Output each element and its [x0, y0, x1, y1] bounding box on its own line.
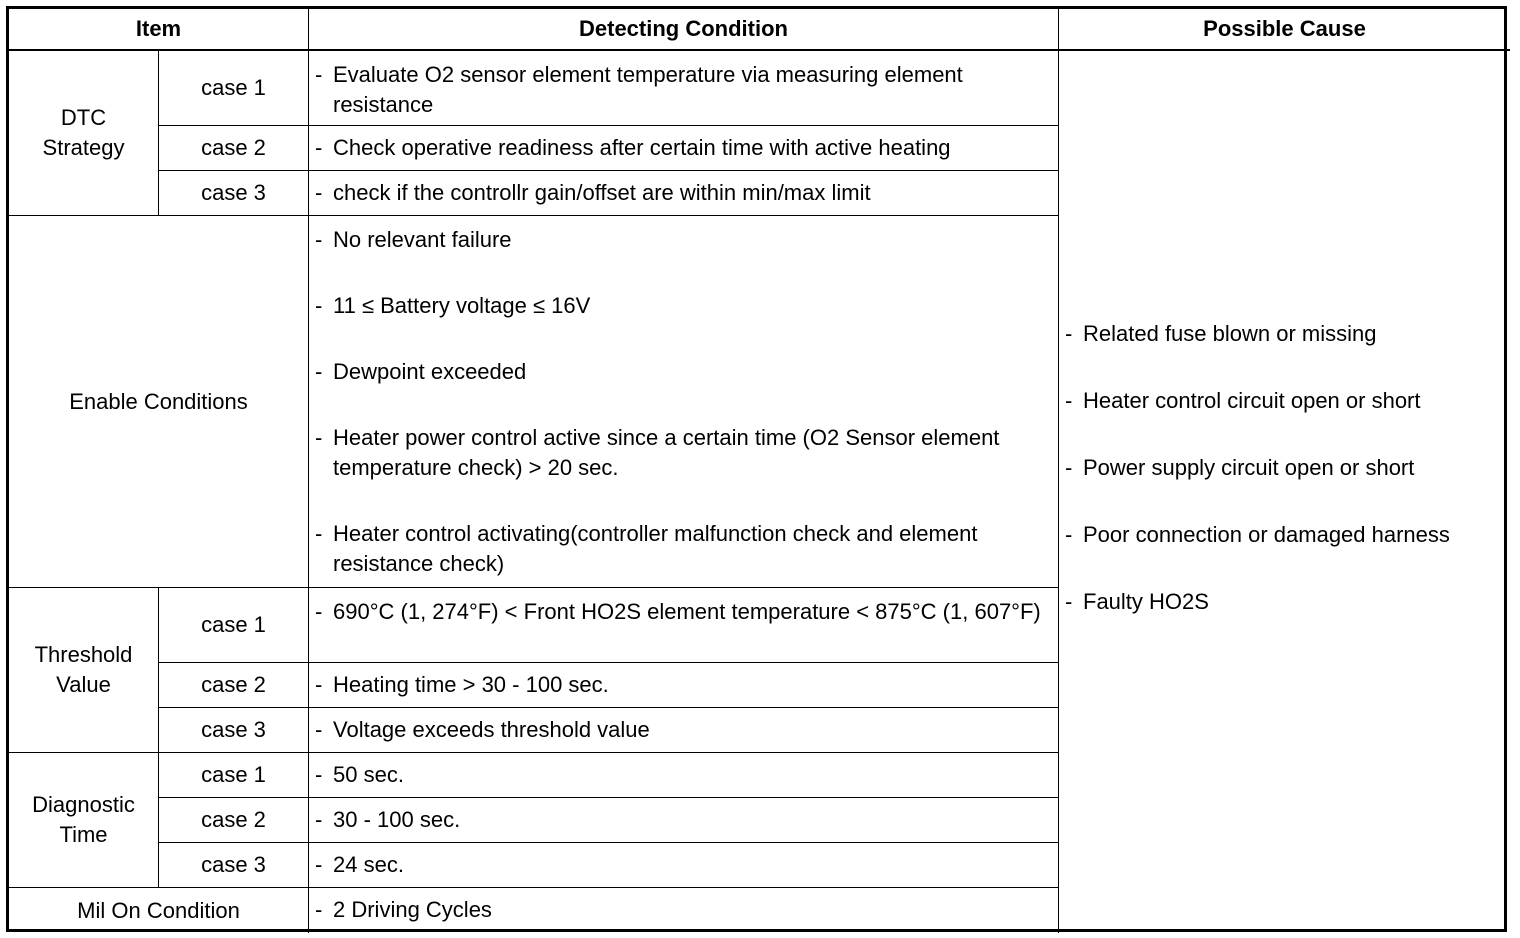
cause-item: - Related fuse blown or missing — [1065, 321, 1377, 346]
enable-condition-item: - No relevant failure — [315, 227, 512, 252]
cause-item: - Power supply circuit open or short — [1065, 455, 1415, 480]
cause-item: - Faulty HO2S — [1065, 589, 1209, 614]
header-detecting-condition: Detecting Condition — [309, 9, 1059, 51]
enable-conditions-label: Enable Conditions — [9, 216, 309, 588]
enable-condition-item: - Heater control activating(controller malfunction check and element resistance check) — [315, 521, 978, 576]
dtc-case-1-condition: - Evaluate O2 sensor element temperature via measuring element resistance — [309, 51, 1059, 126]
dtc-table — [6, 6, 1507, 932]
threshold-value-label: Threshold Value — [9, 588, 159, 753]
dtc-case-2-condition: - Check operative readiness after certain time with active heating — [309, 126, 1059, 171]
dtc-case-3: case 3 — [159, 171, 309, 216]
diagnostic-case-3: case 3 — [159, 843, 309, 888]
enable-condition-item: - Dewpoint exceeded — [315, 359, 527, 384]
threshold-case-3: case 3 — [159, 708, 309, 753]
possible-cause-list — [1059, 51, 1510, 933]
dtc-case-2: case 2 — [159, 126, 309, 171]
dtc-case-3-condition: - check if the controllr gain/offset are within min/max limit — [309, 171, 1059, 216]
threshold-case-1-condition: - 690°C (1, 274°F) < Front HO2S element temperature < 875°C (1, 607°F) — [309, 588, 1059, 663]
threshold-case-1: case 1 — [159, 588, 309, 663]
diagnostic-case-1-condition: - 50 sec. — [309, 753, 1059, 798]
mil-on-condition-label: Mil On Condition — [9, 888, 309, 933]
cause-item: - Heater control circuit open or short — [1065, 388, 1421, 413]
enable-condition-item: - Heater power control active since a certain time (O2 Sensor element temperature check) > 20 sec. — [315, 425, 1000, 480]
diagnostic-case-3-condition: - 24 sec. — [309, 843, 1059, 888]
threshold-case-2-condition: - Heating time > 30 - 100 sec. — [309, 663, 1059, 708]
diagnostic-case-1: case 1 — [159, 753, 309, 798]
dtc-case-1: case 1 — [159, 51, 309, 126]
diagnostic-case-2-condition: - 30 - 100 sec. — [309, 798, 1059, 843]
threshold-case-2: case 2 — [159, 663, 309, 708]
mil-on-condition-value: - 2 Driving Cycles — [309, 888, 1059, 933]
enable-condition-item: - 11 ≤ Battery voltage ≤ 16V — [315, 293, 591, 318]
enable-conditions-list — [309, 216, 1059, 588]
threshold-case-3-condition: - Voltage exceeds threshold value — [309, 708, 1059, 753]
diagnostic-time-label: Diagnostic Time — [9, 753, 159, 888]
diagnostic-case-2: case 2 — [159, 798, 309, 843]
header-possible-cause: Possible Cause — [1059, 9, 1510, 51]
cause-item: - Poor connection or damaged harness — [1065, 522, 1450, 547]
dtc-strategy-label: DTC Strategy — [9, 51, 159, 216]
header-item: Item — [9, 9, 309, 51]
